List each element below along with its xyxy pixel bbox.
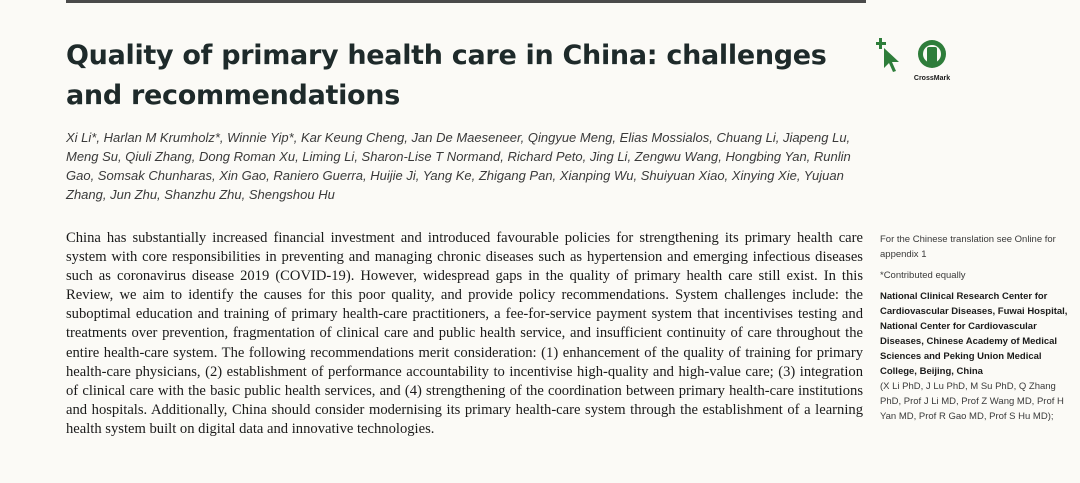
affiliation: National Clinical Research Center for Cardiovascular Diseases, Fuwai Hospital, National Center for Cardiovascular Diseases, Chinese Academy of Medical Sciences and Peking Union Medical College, Beijing, China bbox=[880, 291, 1068, 377]
header-rule bbox=[66, 0, 866, 3]
article-title: Quality of primary health care in China: challenges and recommendations bbox=[66, 40, 827, 111]
sidebar-notes bbox=[880, 232, 1070, 424]
crossmark-label: CrossMark bbox=[913, 75, 951, 82]
translation-note: For the Chinese translation see Online for appendix 1 bbox=[880, 234, 1056, 260]
contributed-note: *Contributed equally bbox=[880, 270, 966, 281]
affiliation-people: (X Li PhD, J Lu PhD, M Su PhD, Q Zhang PhD, Prof J Li MD, Prof Z Wang MD, Prof H Yan MD, Prof R Gao MD, Prof S Hu MD); bbox=[880, 381, 1064, 422]
crossmark-icon bbox=[876, 34, 956, 84]
author-list: Xi Li*, Harlan M Krumholz*, Winnie Yip*, Kar Keung Cheng, Jan De Maeseneer, Qingyue Meng, Elias Mossialos, Chuang Li, Jiapeng Lu, Meng Su, Qiuli Zhang, Dong Roman Xu, Liming Li, Sharon-Lise T Normand, Richard Peto, Jing Li, Zengwu Wang, Hongbing Yan, Runlin Gao, Somsak Chunharas, Xin Gao, Raniero Guerra, Huijie Ji, Yang Ke, Zhigang Pan, Xianping Wu, Shuiyuan Xiao, Xinying Xie, Yujuan Zhang, Jun Zhu, Shanzhu Zhu, Shengshou Hu bbox=[66, 130, 851, 202]
abstract-text: China has substantially increased financial investment and introduced favourable policies for strengthening its primary health care system with core responsibilities in preventing and managing chronic diseases such as hypertension and emerging infectious diseases such as coronavirus disease 2019 (COVID-19). However, widespread gaps in the quality of primary health care still exist. In this Review, we aim to identify the causes for this poor quality, and provide policy recommendations. System challenges include: the suboptimal education and training of primary health-care practitioners, a fee-for-service payment system that incentivises testing and treatments over prevention, fragmentation of clinical care and public health service, and insufficient continuity of care throughout the entire health-care system. The following recommendations merit consideration: (1) enhancement of the quality of training for primary health-care physicians, (2) establishment of performance accountability to incentivise high-quality and high-value care; (3) integration of clinical care with the basic public health services, and (4) strengthening of the coordination between primary health-care institutions and hospitals. Additionally, China should consider modernising its primary health-care system through the establishment of a learning health system built on digital data and innovative technologies. bbox=[66, 230, 863, 437]
crossmark-badge[interactable] bbox=[876, 34, 956, 84]
